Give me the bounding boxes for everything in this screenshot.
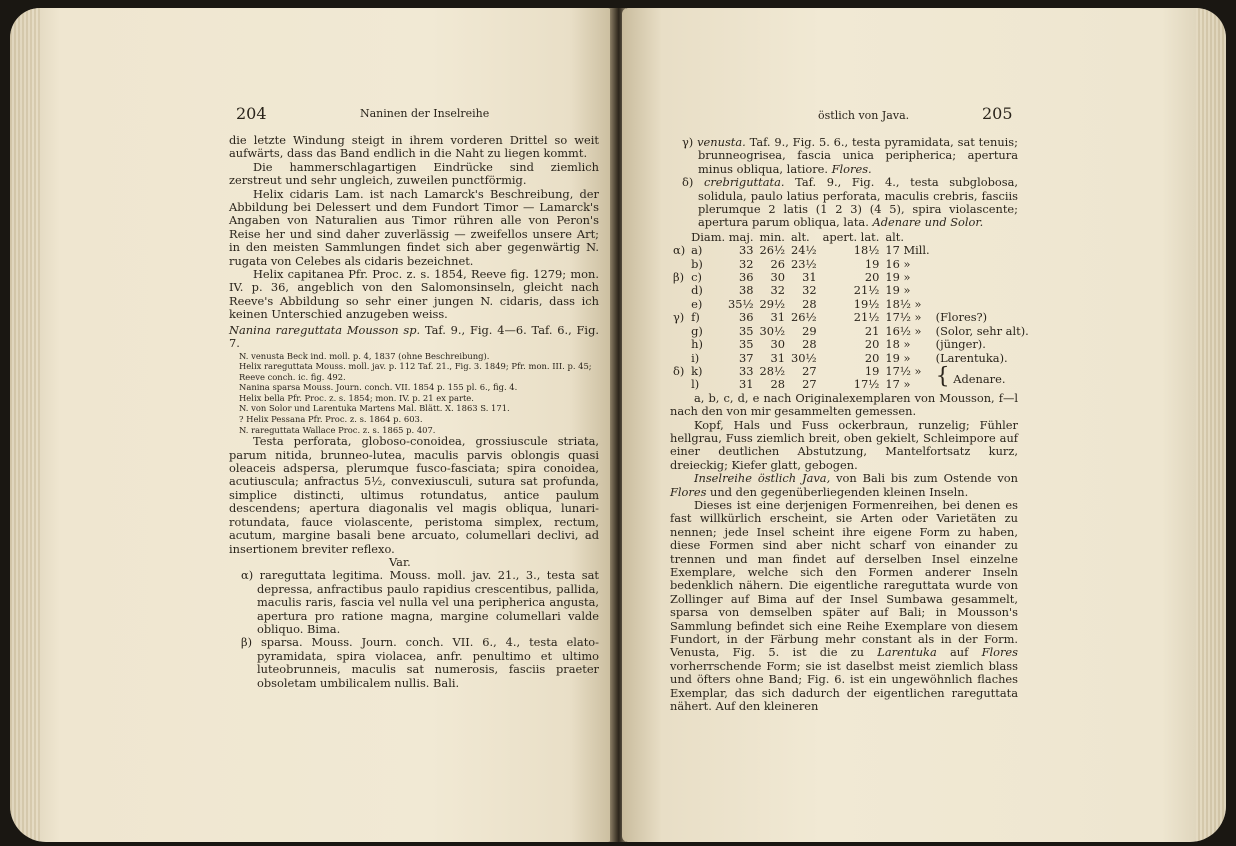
cell-note xyxy=(933,298,1032,311)
cell-apert-alt: 19 » xyxy=(885,283,911,298)
cell-diam-maj: 36 xyxy=(739,270,754,285)
cell-diam-min: 31 xyxy=(770,310,786,325)
variety-text: sparsa. Mouss. Journ. conch. VII. 6., 4., testa elato-pyramidata, spira violacea, anfr. penultimo et ultimo luteobrunneis, maculis sat numerosis, fasciis praeter obsoletam umbilicalem nullis. Bali. xyxy=(257,635,599,690)
cell-apert-lat: 21½ xyxy=(853,283,880,298)
cell-note xyxy=(933,258,1032,271)
species-heading xyxy=(229,324,599,351)
page-number: 205 xyxy=(982,104,1013,123)
page-edges-right xyxy=(1196,8,1226,842)
cell-apert-alt: 17½ » xyxy=(885,363,922,378)
cell-apert-lat: 21 xyxy=(864,323,880,338)
cell-diam-min: 29½ xyxy=(759,296,786,311)
column-header: min. xyxy=(759,229,785,244)
diagnosis: Testa perforata, globoso-conoidea, grossiuscule striata, parum nitida, brunneo-lutea, maculis parvis oblongis quasi oleaceis adspersa, plerumque fusco-fasciata; spira conoidea, acutiuscula; anfractus 5½, convexiusculi, sutura sat profunda, simplice distincti, ultimus rotundatus, antice paulum descendens; apertura diagonalis vel magis obliqua, lunari-rotundata, fauce violascente, peristoma simplex, rectum, acutum, margine basali bene arcuato, columellari declivi, ad insertionem breviter reflexo. xyxy=(229,434,599,556)
cell-diam-maj: 33 xyxy=(739,363,754,378)
group: γ) xyxy=(673,310,685,325)
place-name: Flores xyxy=(981,645,1018,660)
discussion-text: vorherrschende Form; sie ist daselbst meist ziemlich blass und öfters ohne Band; Fig. 6. ist ein ungewöhnlich flaches Exemplar, das sich dadurch der eigentlichen rareguttata nähert. Auf den kleineren xyxy=(670,658,1018,714)
cell-diam-maj: 33 xyxy=(739,243,754,258)
paragraph: Helix capitanea Pfr. Proc. z. s. 1854, Reeve fig. 1279; mon. IV. p. 36, angeblich von den Salomonsinseln, gleicht nach Reeve's Abbildung so sehr einer jungen N. cidaris, dass ich keinen Unterschied anzugeben weiss. xyxy=(229,267,599,322)
table-row xyxy=(670,271,1032,284)
variety-text: rareguttata legitima. Mouss. moll. jav. 21., 3., testa sat depressa, anfractibus paulo rapidius crescentibus, pallida, maculis raris, fascia vel nulla vel una peripherica angusta, apertura pro ratione magna, margine columellari valde obliquo. Bima. xyxy=(257,568,600,636)
cell-alt: 24½ xyxy=(791,243,817,258)
left-body xyxy=(229,134,599,690)
cell-diam-min: 30 xyxy=(770,337,786,352)
cell-apert-alt: 18 » xyxy=(885,337,911,352)
cell-diam-maj: 35 xyxy=(739,337,754,352)
cell-apert-lat: 17½ xyxy=(853,377,880,392)
distribution-text: von Bali bis zum Ostende von xyxy=(830,471,1018,486)
variety-beta xyxy=(241,635,599,690)
cell-diam-min: 26 xyxy=(770,256,786,271)
column-header: Diam. maj. xyxy=(691,229,754,244)
running-header: Naninen der Inselreihe xyxy=(360,107,490,120)
variety-symbol: α) xyxy=(241,568,254,583)
place-name: Larentuka xyxy=(877,645,937,660)
open-book xyxy=(10,8,1226,842)
cell-diam-min: 30½ xyxy=(759,323,786,338)
table-row xyxy=(670,298,1032,311)
group xyxy=(670,325,688,338)
reference: N. venusta Beck ind. moll. p. 4, 1837 (ohne Beschreibung). xyxy=(239,350,490,361)
cell-diam-maj: 32 xyxy=(739,256,754,271)
row-id: g) xyxy=(691,323,703,338)
row-id: c) xyxy=(691,270,702,285)
cell-diam-min: 26½ xyxy=(759,243,786,258)
column-header: apert. lat. xyxy=(822,229,880,244)
discussion-text: Dieses ist eine derjenigen Formenreihen, bei denen es fast willkürlich erscheint, sie Arten oder Varietäten zu nennen; jede Insel scheint ihre eigene Form zu haben, diese Formen sind aber nicht scharf von einander zu trennen und man findet auf derselben Insel einzelne Exemplare, welche sich den Formen anderer Inseln bedenklich nähern. Die eigentliche rareguttata wurde von Zollinger auf Bima auf der Insel Sumbawa gesammelt, sparsa von demselben später auf Bali; in Mousson's Sammlung befindet sich eine Reihe Exemplare von diesem Fundort, in der Färbung mehr constant als in der Form. Venusta, Fig. 5. ist die zu xyxy=(670,497,1018,660)
group xyxy=(670,352,688,365)
cell-apert-lat: 20 xyxy=(864,270,880,285)
row-id: k) xyxy=(691,363,703,378)
cell-diam-maj: 35 xyxy=(739,323,754,338)
row-id: l) xyxy=(691,377,700,392)
table-row xyxy=(670,284,1032,297)
measurement-table xyxy=(670,231,1032,392)
row-id: e) xyxy=(691,296,703,311)
reference: N. von Solor und Larentuka Martens Mal. Blätt. X. 1863 S. 171. xyxy=(239,403,510,414)
variety-text: Taf. 9., Fig. 5. 6., testa pyramidata, sat tenuis; brunneogrisea, fascia unica peripherica; apertura minus obliqua, latiore. xyxy=(698,135,1018,176)
reference: Nanina sparsa Mouss. Journ. conch. VII. 1854 p. 155 pl. 6., fig. 4. xyxy=(239,382,518,393)
reference: ? Helix Pessana Pfr. Proc. z. s. 1864 p. 603. xyxy=(239,414,423,425)
reference: N. rareguttata Wallace Proc. z. s. 1865 p. 407. xyxy=(239,424,436,435)
cell-diam-min: 28 xyxy=(770,377,786,392)
variety-alpha xyxy=(241,568,600,636)
variety-locality: Flores. xyxy=(831,161,872,176)
cell-diam-min: 28½ xyxy=(759,363,786,378)
distribution-label: Inselreihe östlich Java, xyxy=(694,471,831,486)
discussion xyxy=(670,499,1018,714)
variety-text: Taf. 9., Fig. 4., testa subglobosa, solidula, paulo latius perforata, maculis crebris, fasciis plerumque 2 latis (1 2 3) (4 5), spira violascente; apertura parum obliqua, lata. xyxy=(698,175,1018,230)
cell-alt: 27 xyxy=(802,377,817,392)
species-plates: Taf. 9., Fig. 4—6. Taf. 6., Fig. 7. xyxy=(229,322,599,351)
distribution-text: und den gegenüberliegenden kleinen Inseln. xyxy=(706,484,969,499)
row-id: d) xyxy=(691,283,703,298)
group: δ) xyxy=(673,363,685,378)
variety-name: crebriguttata. xyxy=(703,175,785,190)
reference: Helix bella Pfr. Proc. z. s. 1854; mon. IV. p. 21 ex parte. xyxy=(239,392,474,403)
cell-diam-maj: 35½ xyxy=(727,296,754,311)
var-heading: Var. xyxy=(389,554,411,569)
variety-name: venusta. xyxy=(697,135,746,149)
group xyxy=(670,378,688,391)
right-body xyxy=(670,135,1029,714)
cell-diam-maj: 36 xyxy=(739,310,754,325)
cell-apert-lat: 19 xyxy=(864,256,880,271)
cell-alt: 26½ xyxy=(791,310,817,325)
row-id: i) xyxy=(691,350,700,365)
paragraph: Die hammerschlagartigen Eindrücke sind ziemlich zerstreut und sehr ungleich, zuweilen punctförmig. xyxy=(229,159,599,188)
cell-diam-maj: 37 xyxy=(739,350,754,365)
group: α) xyxy=(673,243,686,258)
cell-note: (jünger). xyxy=(935,337,986,352)
variety-symbol: γ) xyxy=(682,135,694,149)
cell-apert-alt: 18½ » xyxy=(885,296,922,311)
cell-apert-lat: 20 xyxy=(864,350,880,365)
paragraph: Helix cidaris Lam. ist nach Lamarck's Beschreibung, der Abbildung bei Delessert und dem Fundort Timor — Lamarck's Angaben von Naturalien aus Timor rühren alle von Peron's Reise her und sind daher zuverlässig — zweifellos unsere Art; in den meisten Sammlungen findet sich aber gegenwärtig N. rugata von Celebes als cidaris bezeichnet. xyxy=(229,186,599,268)
cell-apert-lat: 21½ xyxy=(853,310,880,325)
table-row xyxy=(670,244,1032,257)
table-row xyxy=(670,365,1032,378)
cell-diam-maj: 31 xyxy=(739,377,754,392)
running-header: östlich von Java. xyxy=(818,109,910,122)
cell-apert-alt: 16½ » xyxy=(885,323,922,338)
cell-apert-alt: 16 » xyxy=(885,256,911,271)
variety-symbol: δ) xyxy=(682,175,694,190)
variety-locality: Adenare und Solor. xyxy=(872,215,984,230)
group xyxy=(670,338,688,351)
brace-note-text: Adenare. xyxy=(953,372,1006,387)
cell-apert-alt: 19 » xyxy=(885,270,911,285)
cell-diam-min: 31 xyxy=(770,350,786,365)
brace-note: { Adenare. xyxy=(935,364,1006,390)
column-header: alt. xyxy=(791,229,810,244)
discussion-text: auf xyxy=(936,645,982,660)
cell-alt: 27 xyxy=(802,363,817,378)
row-id: f) xyxy=(691,310,700,325)
row-id: a) xyxy=(691,243,703,258)
cell-alt: 28 xyxy=(802,337,817,352)
group xyxy=(670,258,688,271)
cell-apert-alt: 17 » xyxy=(885,377,911,392)
cell-apert-lat: 20 xyxy=(864,337,880,352)
table-row xyxy=(670,352,1032,365)
cell-diam-min: 30 xyxy=(770,270,786,285)
cell-note xyxy=(933,271,1032,284)
group xyxy=(670,298,688,311)
column-header: alt. xyxy=(885,229,904,244)
reference: Helix rareguttata Mouss. moll. jav. p. 112 Taf. 21., Fig. 3. 1849; Pfr. mon. III. p. 45; Reeve conch. ic. fig. 492. xyxy=(239,361,592,382)
cell-apert-alt: 17 Mill. xyxy=(885,243,930,258)
row-id: h) xyxy=(691,337,703,352)
cell-apert-lat: 18½ xyxy=(853,243,880,258)
page-edges-left xyxy=(10,8,40,842)
cell-alt: 23½ xyxy=(791,256,817,271)
cell-note xyxy=(933,284,1032,297)
table-header-row xyxy=(670,231,1032,244)
species-name: Nanina rareguttata Mousson sp. xyxy=(229,322,421,337)
variety-gamma xyxy=(682,135,1018,176)
cell-diam-min: 32 xyxy=(770,283,786,298)
table-row xyxy=(670,311,1032,324)
variety-delta xyxy=(682,175,1018,230)
cell-alt: 30½ xyxy=(791,350,817,365)
cell-apert-lat: 19½ xyxy=(853,296,880,311)
group: β) xyxy=(673,270,685,285)
table-row xyxy=(670,258,1032,271)
group xyxy=(670,284,688,297)
cell-apert-alt: 17½ » xyxy=(885,310,922,325)
cell-alt: 32 xyxy=(802,283,817,298)
cell-note: (Solor, sehr alt). xyxy=(935,323,1029,338)
right-page xyxy=(622,8,1226,842)
row-id: b) xyxy=(691,256,703,271)
paragraph: die letzte Windung steigt in ihrem vorderen Drittel so weit aufwärts, dass das Band endlich in die Naht zu liegen kommt. xyxy=(229,133,599,161)
cell-diam-maj: 38 xyxy=(739,283,754,298)
cell-apert-lat: 19 xyxy=(864,363,880,378)
page-number: 204 xyxy=(236,104,267,123)
cell-note: (Larentuka). xyxy=(935,350,1008,365)
cell-note xyxy=(933,244,1032,257)
cell-note: (Flores?) xyxy=(935,310,988,325)
distribution xyxy=(670,472,1018,499)
table-row xyxy=(670,325,1032,338)
cell-alt: 29 xyxy=(802,323,817,338)
animal-description: Kopf, Hals und Fuss ockerbraun, runzelig; Fühler hellgrau, Fuss ziemlich breit, oben gekielt, Schleimpore auf einer deutlichen Abstutzung, Mantelfortsatz kurz, dreieckig; Kiefer glatt, gebogen. xyxy=(670,417,1018,472)
cell-alt: 28 xyxy=(802,296,817,311)
place-name: Flores xyxy=(670,484,707,499)
variety-symbol: β) xyxy=(241,635,253,650)
cell-alt: 31 xyxy=(802,270,817,285)
measurement-note: a, b, c, d, e nach Originalexemplaren von Mousson, f—l nach den von mir gesammelten gemessen. xyxy=(670,390,1018,419)
left-page xyxy=(10,8,614,842)
table-row xyxy=(670,338,1032,351)
cell-apert-alt: 19 » xyxy=(885,350,911,365)
